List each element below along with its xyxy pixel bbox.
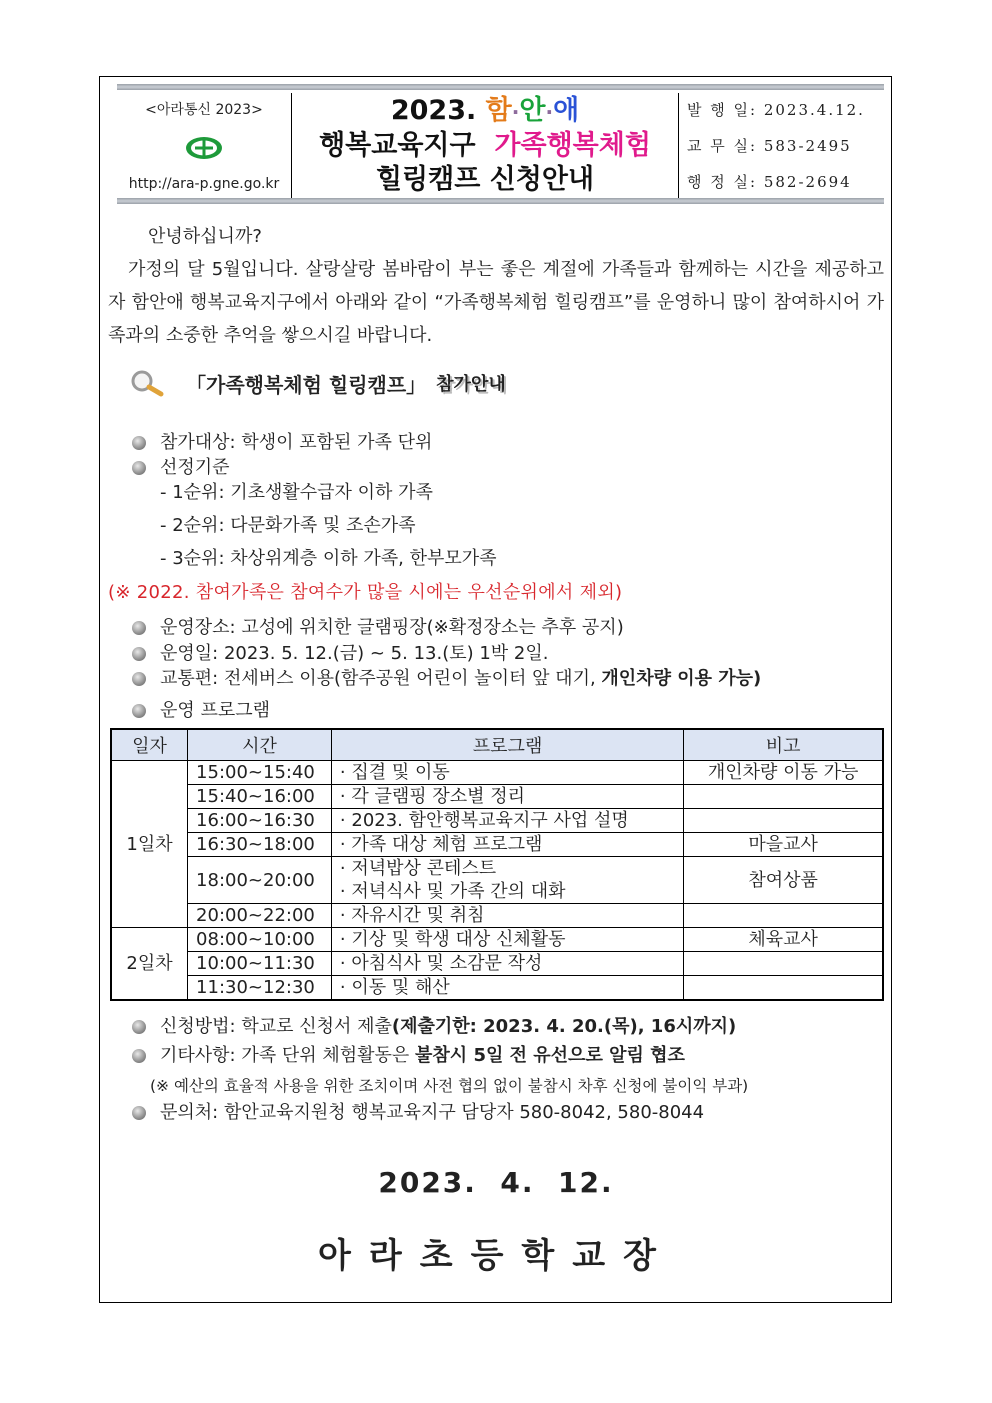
dates-item xyxy=(132,641,548,667)
newsletter-name: <아라통신 2023> xyxy=(145,102,263,118)
newsletter-header xyxy=(117,93,884,198)
program-cell: · 집결 및 이동 xyxy=(331,761,683,785)
program-cell: · 자유시간 및 취침 xyxy=(331,904,683,928)
transport-item xyxy=(132,666,761,692)
other-text: 기타사항: 가족 단위 체험활동은 xyxy=(160,1045,410,1066)
method-text: 신청방법: 학교로 신청서 제출 xyxy=(160,1016,392,1037)
note-cell: 체육교사 xyxy=(684,928,883,952)
time-cell: 10:00~11:30 xyxy=(188,952,332,976)
time-cell: 16:30~18:00 xyxy=(188,833,332,857)
transport-text: 교통편: 전세버스 이용(함주공원 어린이 놀이터 앞 대기, xyxy=(160,668,596,689)
header-time: 시간 xyxy=(188,729,332,761)
target-text: 참가대상: 학생이 포함된 가족 단위 xyxy=(160,432,433,453)
program-item xyxy=(132,698,270,724)
priority-warning: (※ 2022. 참여가족은 참여수가 많을 시에는 우선순위에서 제외) xyxy=(108,582,623,603)
title-ae: 애 xyxy=(553,95,580,126)
deadline-text: (제출기한: 2023. 4. 20.(목), 16시까지) xyxy=(391,1016,737,1037)
header-program: 프로그램 xyxy=(331,729,683,761)
program-cell: · 아침식사 및 소감문 작성 xyxy=(331,952,683,976)
header-title xyxy=(292,93,679,198)
table-row xyxy=(111,761,883,785)
section-title-text: 「가족행복체험 힐링캠프」 xyxy=(186,372,427,397)
note-cell: 참여상품 xyxy=(684,857,883,904)
document-date: 2023. 4. 12. xyxy=(378,1166,614,1199)
title-family-experience: 가족행복체험 xyxy=(494,130,651,161)
header-contact-info xyxy=(679,93,884,198)
table-row xyxy=(111,976,883,1001)
day1-cell: 1일차 xyxy=(111,761,188,928)
bullet-icon xyxy=(132,1049,146,1063)
note-cell: 마을교사 xyxy=(684,833,883,857)
magnifier-icon xyxy=(128,368,168,398)
other-bold-text: 불참시 5일 전 유선으로 알림 협조 xyxy=(415,1045,685,1066)
rank-2: - 2순위: 다문화가족 및 조손가족 xyxy=(160,515,416,536)
table-header-row xyxy=(111,729,883,761)
time-cell: 15:40~16:00 xyxy=(188,785,332,809)
bullet-icon xyxy=(132,1020,146,1034)
principal-signature: 아라초등학교장 xyxy=(318,1236,674,1276)
rank-1: - 1순위: 기초생활수급자 이하 가족 xyxy=(160,482,433,503)
title-line-3: 힐링캠프 신청안내 xyxy=(375,164,595,195)
note-cell xyxy=(684,952,883,976)
bullet-icon xyxy=(132,672,146,686)
contact-text: 문의처: 함안교육지원청 행복교육지구 담당자 580-8042, 580-8044 xyxy=(160,1102,705,1123)
bullet-icon xyxy=(132,1106,146,1120)
note-cell xyxy=(684,809,883,833)
table-row xyxy=(111,928,883,952)
budget-note: (※ 예산의 효율적 사용을 위한 조치이며 사전 협의 없이 불참시 차후 신청에 불이익 부과) xyxy=(150,1077,749,1095)
criteria-label: 선정기준 xyxy=(160,457,230,478)
time-cell: 15:00~15:40 xyxy=(188,761,332,785)
table-row xyxy=(111,857,883,881)
place-item xyxy=(132,615,624,641)
school-logo-icon xyxy=(185,136,223,160)
issue-date: 발 행 일: 2023.4.12. xyxy=(687,100,865,119)
title-ham: 함 xyxy=(485,95,512,126)
program-cell: · 2023. 함안행복교육지구 사업 설명 xyxy=(331,809,683,833)
program-cell: · 저녁식사 및 가족 간의 대화 xyxy=(331,880,683,904)
table-row xyxy=(111,833,883,857)
bullet-icon xyxy=(132,704,146,718)
program-cell: · 기상 및 학생 대상 신체활동 xyxy=(331,928,683,952)
time-cell: 11:30~12:30 xyxy=(188,976,332,1001)
program-cell: · 각 글램핑 장소별 정리 xyxy=(331,785,683,809)
admin-office-phone: 행 정 실: 582-2694 xyxy=(687,172,852,191)
program-label: 운영 프로그램 xyxy=(160,700,271,721)
header-note: 비고 xyxy=(684,729,883,761)
teacher-office-phone: 교 무 실: 583-2495 xyxy=(687,136,852,155)
transport-bold-text: 개인차량 이용 가능) xyxy=(601,668,762,689)
time-cell: 18:00~20:00 xyxy=(188,857,332,904)
dates-text: 운영일: 2023. 5. 12.(금) ~ 5. 13.(토) 1박 2일. xyxy=(160,643,549,664)
program-cell: · 저녁밥상 콘테스트 xyxy=(331,857,683,881)
target-item xyxy=(132,430,432,456)
method-item xyxy=(132,1014,736,1040)
header-top-bar xyxy=(117,84,884,90)
day2-cell: 2일차 xyxy=(111,928,188,1001)
header-school-info xyxy=(117,93,292,198)
time-cell: 16:00~16:30 xyxy=(188,809,332,833)
note-cell xyxy=(684,904,883,928)
title-district: 행복교육지구 xyxy=(319,130,476,161)
time-cell: 08:00~10:00 xyxy=(188,928,332,952)
note-cell: 개인차량 이동 가능 xyxy=(684,761,883,785)
bullet-icon xyxy=(132,621,146,635)
other-item xyxy=(132,1043,685,1069)
table-row xyxy=(111,904,883,928)
greeting: 안녕하십니까? xyxy=(148,226,262,247)
bullet-icon xyxy=(132,461,146,475)
schedule-table xyxy=(110,728,884,1001)
title-year: 2023. xyxy=(390,95,477,126)
place-text: 운영장소: 고성에 위치한 글램핑장(※확정장소는 추후 공지) xyxy=(160,617,624,638)
title-line-2 xyxy=(319,129,651,163)
header-bottom-bar xyxy=(117,198,884,204)
header-day: 일자 xyxy=(111,729,188,761)
bullet-icon xyxy=(132,647,146,661)
program-cell: · 가족 대상 체험 프로그램 xyxy=(331,833,683,857)
section-subtitle: 참가안내 xyxy=(436,374,506,395)
title-line-1: 2023. 함·안·애 xyxy=(390,95,580,126)
table-row xyxy=(111,785,883,809)
rank-3: - 3순위: 차상위계층 이하 가족, 한부모가족 xyxy=(160,548,497,569)
section-title xyxy=(128,368,506,398)
criteria-item xyxy=(132,455,230,481)
note-cell xyxy=(684,785,883,809)
table-row xyxy=(111,809,883,833)
bullet-icon xyxy=(132,436,146,450)
title-an: 안 xyxy=(519,95,546,126)
intro-paragraph: 가정의 달 5월입니다. 살랑살랑 봄바람이 부는 좋은 계절에 가족들과 함께하는 시간을 제공하고자 함안애 행복교육지구에서 아래와 같이 “가족행복체험 힐링캠프”를 운영하니 많이 참여하시어 가족과의 소중한 추억을 쌓으시길 바랍니다. xyxy=(108,259,884,346)
program-cell: · 이동 및 해산 xyxy=(331,976,683,1001)
school-url: http://ara-p.gne.go.kr xyxy=(128,176,280,192)
contact-item xyxy=(132,1100,704,1126)
table-row xyxy=(111,952,883,976)
time-cell: 20:00~22:00 xyxy=(188,904,332,928)
note-cell xyxy=(684,976,883,1001)
